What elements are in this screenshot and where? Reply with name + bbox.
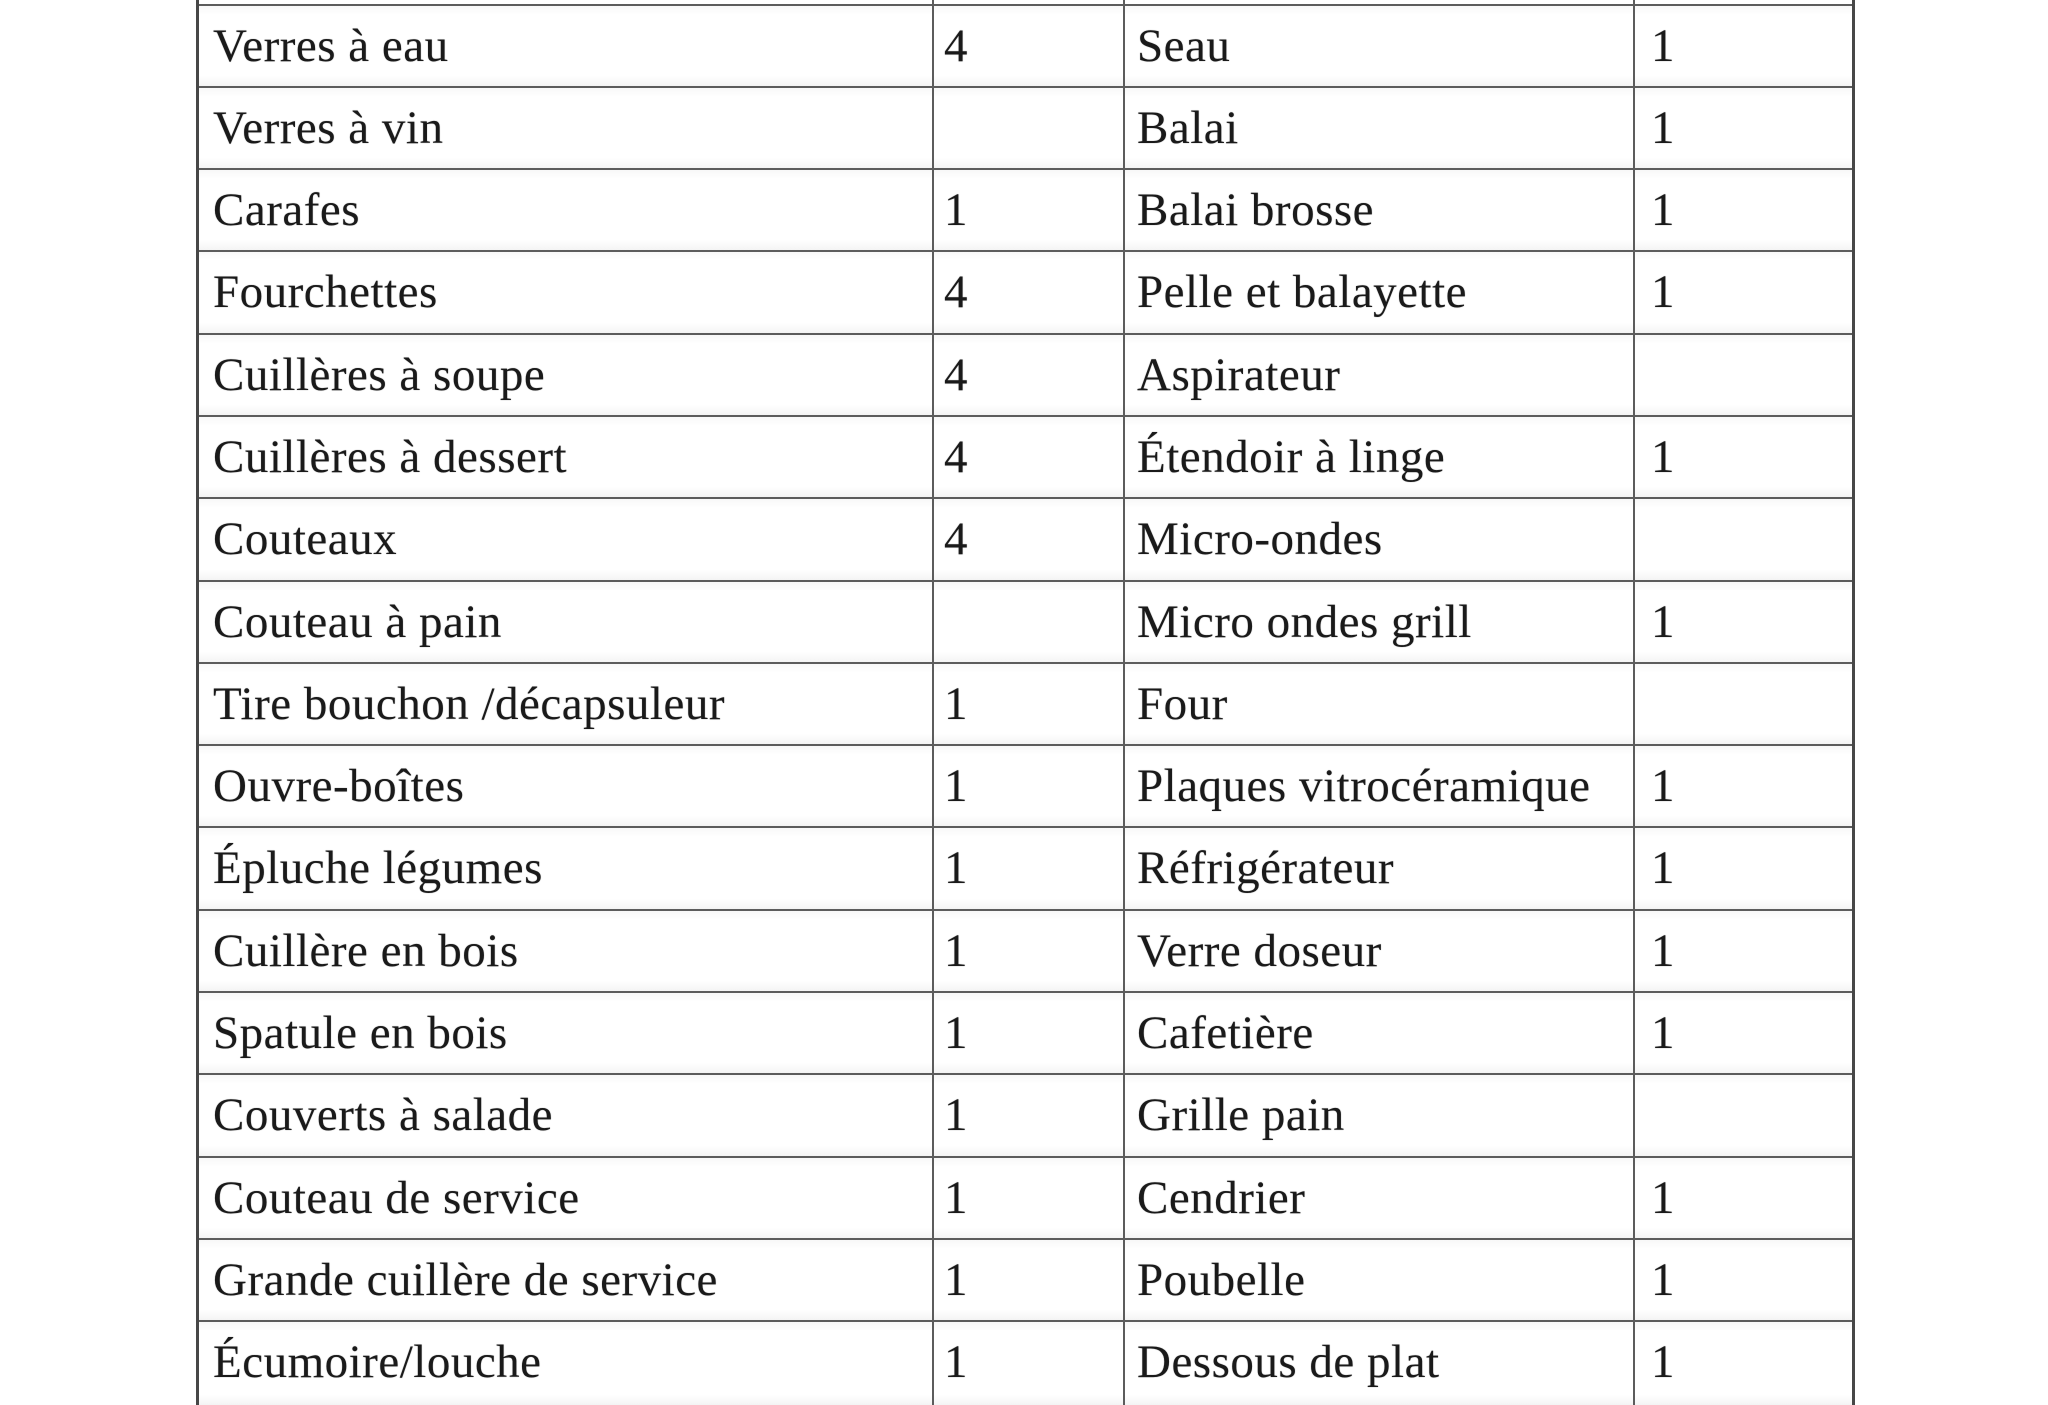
table-row [199, 1240, 1852, 1322]
item-cell-left: Couteaux [199, 499, 934, 579]
qty-cell-right: 1 [1651, 595, 1675, 648]
table-row [199, 993, 1852, 1075]
item-cell-right [1125, 0, 1635, 4]
qty-cell-right: 1 [1651, 184, 1675, 237]
qty-cell-left: 1 [934, 993, 1125, 1073]
qty-cell-left: 1 [934, 1240, 1125, 1320]
item-cell-right: Pelle et balayette [1125, 252, 1635, 332]
table-row [199, 746, 1852, 828]
table-row [199, 1075, 1852, 1157]
qty-cell-right: 1 [1651, 842, 1675, 895]
inventory-table [196, 0, 1855, 1405]
qty-cell-right [1635, 499, 1852, 579]
item-cell-left: Tire bouchon /décapsuleur [199, 664, 934, 744]
item-cell-right: Micro-ondes [1125, 499, 1635, 579]
item-cell-left: Écumoire/louche [199, 1322, 934, 1404]
qty-cell-right: 1 [1651, 19, 1675, 72]
item-cell-right: Verre doseur [1125, 911, 1635, 991]
item-cell-left: Couteau de service [199, 1158, 934, 1238]
item-cell-right: Réfrigérateur [1125, 828, 1635, 908]
qty-cell-left: 4 [934, 335, 1125, 415]
item-cell-right: Micro ondes grill [1125, 582, 1635, 662]
item-cell-left: Ouvre-boîtes [199, 746, 934, 826]
qty-cell-left: 4 [934, 417, 1125, 497]
qty-cell-left: 4 [934, 252, 1125, 332]
qty-cell-right: 1 [1651, 1171, 1675, 1224]
item-cell-left: Spatule en bois [199, 993, 934, 1073]
table-row [199, 911, 1852, 993]
table-row [199, 1158, 1852, 1240]
qty-cell-right: 1 [1651, 430, 1675, 483]
item-cell-right: Grille pain [1125, 1075, 1635, 1155]
item-cell-left: Couteau à pain [199, 582, 934, 662]
qty-cell-left: 4 [934, 499, 1125, 579]
qty-cell-left: 1 [934, 1322, 1125, 1404]
qty-cell-right: 1 [1651, 1336, 1675, 1389]
item-cell-left: Verres à vin [199, 88, 934, 168]
qty-cell-left: 1 [934, 828, 1125, 908]
qty-cell-left [934, 88, 1125, 168]
qty-cell-right [1635, 0, 1852, 4]
qty-cell-right [1635, 1075, 1852, 1155]
table-row [199, 417, 1852, 499]
item-cell-right: Plaques vitrocéramique [1125, 746, 1635, 826]
table-row [199, 335, 1852, 417]
qty-cell-left: 1 [934, 170, 1125, 250]
qty-cell-right: 1 [1651, 924, 1675, 977]
item-cell-right: Aspirateur [1125, 335, 1635, 415]
item-cell-right: Poubelle [1125, 1240, 1635, 1320]
qty-cell-left: 1 [934, 1158, 1125, 1238]
table-row [199, 1322, 1852, 1404]
qty-cell-right: 1 [1651, 760, 1675, 813]
item-cell-left: Couverts à salade [199, 1075, 934, 1155]
qty-cell-left: 4 [934, 6, 1125, 86]
qty-cell-left [934, 0, 1125, 4]
item-cell-left: Verres à eau [199, 6, 934, 86]
item-cell-left: Fourchettes [199, 252, 934, 332]
item-cell-right: Cendrier [1125, 1158, 1635, 1238]
table-row [199, 582, 1852, 664]
item-cell-left: Carafes [199, 170, 934, 250]
qty-cell-left: 1 [934, 1075, 1125, 1155]
item-cell-left: Épluche légumes [199, 828, 934, 908]
table-row [199, 499, 1852, 581]
item-cell-left: Cuillère en bois [199, 911, 934, 991]
qty-cell-left: 1 [934, 746, 1125, 826]
item-cell-right: Four [1125, 664, 1635, 744]
qty-cell-right: 1 [1651, 266, 1675, 319]
qty-cell-right: 1 [1651, 1253, 1675, 1306]
qty-cell-right [1635, 335, 1852, 415]
item-cell-right: Seau [1125, 6, 1635, 86]
item-cell-right: Balai [1125, 88, 1635, 168]
qty-cell-right: 1 [1651, 101, 1675, 154]
table-row [199, 252, 1852, 334]
table-row [199, 828, 1852, 910]
item-cell-right: Cafetière [1125, 993, 1635, 1073]
table-row [199, 6, 1852, 88]
item-cell-right: Étendoir à linge [1125, 417, 1635, 497]
item-cell-left: Cuillères à soupe [199, 335, 934, 415]
qty-cell-left: 1 [934, 664, 1125, 744]
qty-cell-left: 1 [934, 911, 1125, 991]
item-cell-right: Balai brosse [1125, 170, 1635, 250]
item-cell-left [199, 0, 934, 4]
item-cell-right: Dessous de plat [1125, 1322, 1635, 1404]
table-row [199, 664, 1852, 746]
qty-cell-right: 1 [1651, 1007, 1675, 1060]
table-row [199, 88, 1852, 170]
qty-cell-right [1635, 664, 1852, 744]
item-cell-left: Cuillères à dessert [199, 417, 934, 497]
qty-cell-left [934, 582, 1125, 662]
item-cell-left: Grande cuillère de service [199, 1240, 934, 1320]
table-row [199, 170, 1852, 252]
